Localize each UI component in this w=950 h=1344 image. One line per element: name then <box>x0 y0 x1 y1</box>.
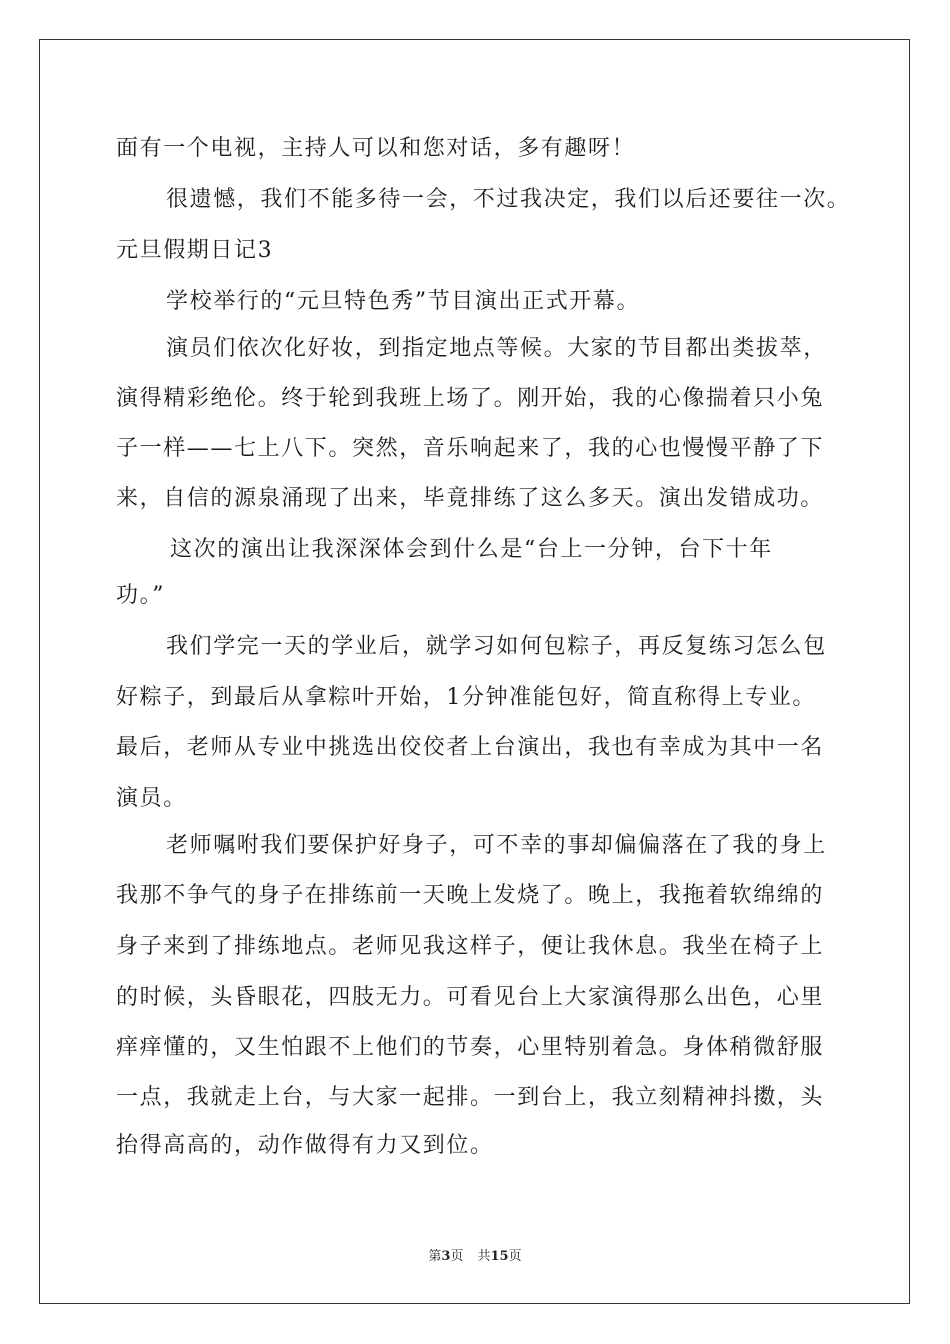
text-line: 痒痒懂的，又生怕跟不上他们的节奏，心里特别着急。身体稍微舒服 <box>116 1035 825 1060</box>
text-line: 演员。 <box>116 786 187 811</box>
text-line: 老师嘱咐我们要保护好身子，可不幸的事却偏偏落在了我的身上 <box>166 833 827 858</box>
text-line: 这次的演出让我深深体会到什么是“台上一分钟，台下十年 <box>170 537 773 562</box>
text-line: 来，自信的源泉涌现了出来，毕竟排练了这么多天。演出发错成功。 <box>116 486 825 511</box>
text-line: 我那不争气的身子在排练前一天晚上发烧了。晚上，我拖着软绵绵的 <box>116 883 825 908</box>
text-line: 抬得高高的，动作做得有力又到位。 <box>116 1133 494 1158</box>
page-border <box>39 39 910 1304</box>
text-line: 学校举行的“元旦特色秀”节目演出正式开幕。 <box>166 289 641 314</box>
text-line: 功。” <box>116 583 166 608</box>
text-line: 的时候，头昏眼花，四肢无力。可看见台上大家演得那么出色，心里 <box>116 985 825 1010</box>
text-line: 我们学完一天的学业后，就学习如何包粽子，再反复练习怎么包 <box>166 634 827 659</box>
total-prefix: 共 <box>477 1249 491 1264</box>
text-line: 面有一个电视，主持人可以和您对话，多有趣呀！ <box>116 136 636 161</box>
text-line: 演员们依次化好妆，到指定地点等候。大家的节目都出类拔萃， <box>166 336 827 361</box>
page-suffix: 页 <box>450 1249 464 1264</box>
page-footer <box>0 1248 950 1266</box>
text-line: 好粽子，到最后从拿粽叶开始，1分钟准能包好，简直称得上专业。 <box>116 685 816 710</box>
section-heading: 元旦假期日记3 <box>116 238 274 263</box>
page-number: 3 <box>441 1249 451 1264</box>
total-suffix: 页 <box>508 1249 522 1264</box>
page-prefix: 第 <box>428 1249 442 1264</box>
text-line: 子一样——七上八下。突然，音乐响起来了，我的心也慢慢平静了下 <box>116 436 825 461</box>
text-line: 最后，老师从专业中挑选出佼佼者上台演出，我也有幸成为其中一名 <box>116 735 825 760</box>
text-line: 演得精彩绝伦。终于轮到我班上场了。刚开始，我的心像揣着只小兔 <box>116 386 825 411</box>
total-pages: 15 <box>490 1249 509 1264</box>
text-line: 一点，我就走上台，与大家一起排。一到台上，我立刻精神抖擞，头 <box>116 1085 825 1110</box>
text-line: 身子来到了排练地点。老师见我这样子，便让我休息。我坐在椅子上 <box>116 934 825 959</box>
text-line: 很遗憾，我们不能多待一会，不过我决定，我们以后还要往一次。 <box>166 187 851 212</box>
